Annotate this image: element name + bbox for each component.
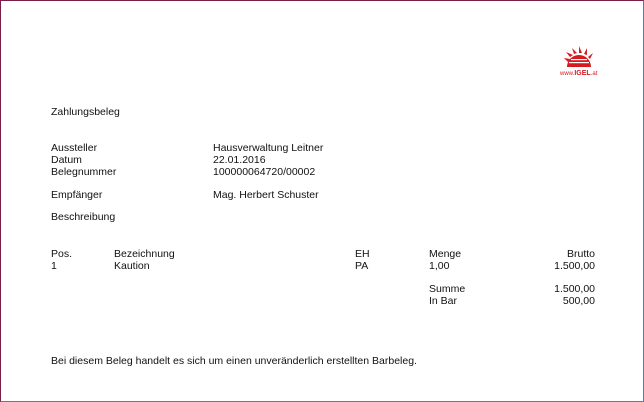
footer-note: Bei diesem Beleg handelt es sich um einen unveränderlich erstellten Barbeleg.: [51, 355, 417, 367]
description-label: Beschreibung: [51, 211, 116, 223]
col-header-pos: Pos.: [51, 248, 73, 260]
date-label: Datum: [51, 154, 82, 166]
sum-label: Summe: [429, 283, 466, 295]
company-logo: [560, 46, 596, 80]
row-pos: 1: [51, 260, 57, 272]
sum-value: 1.500,00: [554, 283, 595, 295]
row-qty: 1,00: [429, 260, 450, 272]
logo-wordmark: www.IGEL.at: [560, 70, 598, 77]
cash-value: 500,00: [562, 295, 595, 307]
issuer-label: Aussteller: [51, 142, 98, 154]
row-gross: 1.500,00: [554, 260, 595, 272]
hedgehog-icon: [564, 46, 594, 68]
recipient-value: Mag. Herbert Schuster: [213, 189, 319, 201]
number-label: Belegnummer: [51, 166, 117, 178]
col-header-unit: EH: [355, 248, 370, 260]
number-value: 100000064720/00002: [213, 166, 316, 178]
issuer-value: Hausverwaltung Leitner: [213, 142, 324, 154]
date-value: 22.01.2016: [213, 154, 266, 166]
col-header-gross: Brutto: [566, 248, 595, 260]
cash-label: In Bar: [429, 295, 458, 307]
col-header-name: Bezeichnung: [114, 248, 175, 260]
recipient-label: Empfänger: [51, 189, 103, 201]
row-unit: PA: [355, 260, 369, 272]
row-name: Kaution: [114, 260, 150, 272]
col-header-qty: Menge: [429, 248, 462, 260]
document-title: Zahlungsbeleg: [51, 106, 120, 118]
